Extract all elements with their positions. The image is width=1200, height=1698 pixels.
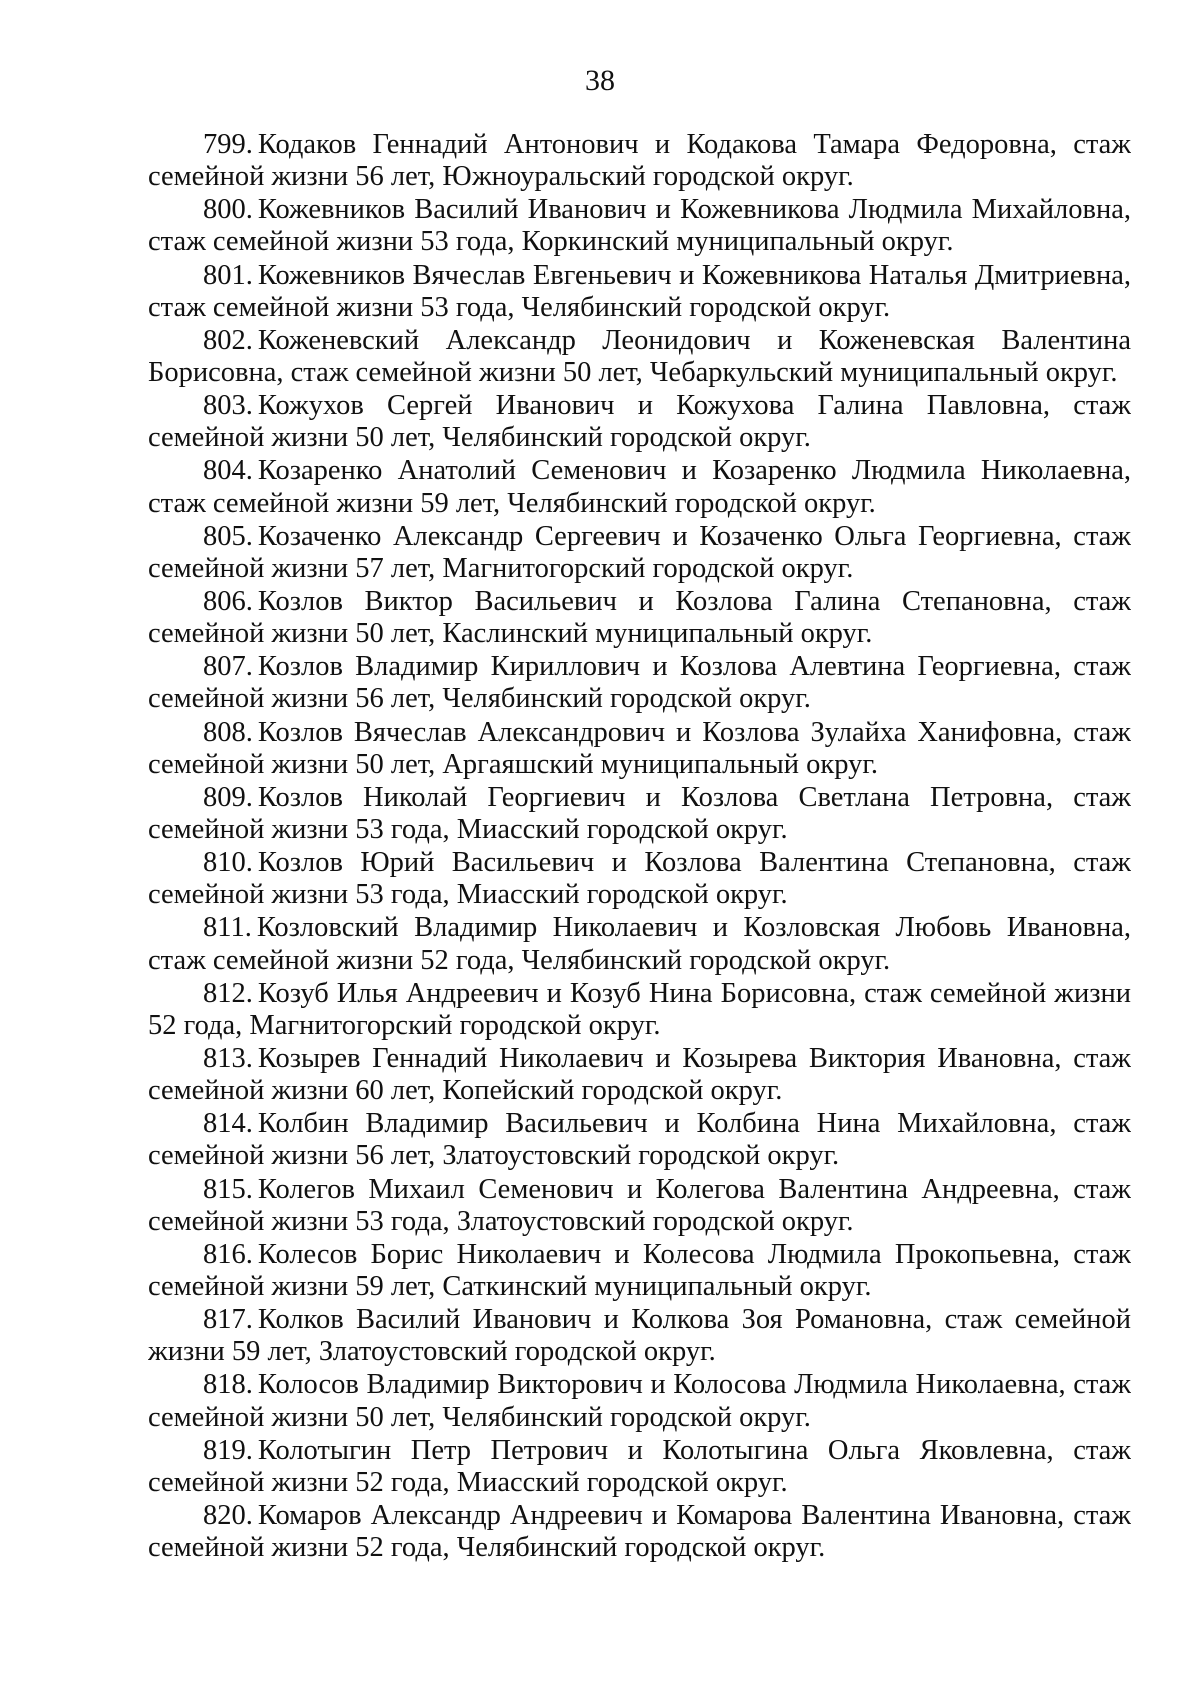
entry-text: Козуб Илья Андреевич и Козуб Нина Борисовна, стаж семейной жизни 52 года, Магнитогорский городской округ. bbox=[148, 977, 1131, 1041]
list-item bbox=[148, 455, 1131, 519]
list-item bbox=[148, 129, 1131, 193]
entry-number: 810. bbox=[203, 847, 253, 879]
entry-text: Колотыгин Петр Петрович и Колотыгина Ольга Яковлевна, стаж семейной жизни 52 года, Миасский городской округ. bbox=[148, 1434, 1131, 1498]
list-item bbox=[148, 521, 1131, 585]
entry-number: 806. bbox=[203, 585, 253, 617]
entry-text: Колегов Михаил Семенович и Колегова Валентина Андреевна, стаж семейной жизни 53 года, Златоустовский городской округ. bbox=[148, 1173, 1131, 1237]
entry-text: Козловский Владимир Николаевич и Козловская Любовь Ивановна, стаж семейной жизни 52 года, Челябинский городской округ. bbox=[148, 912, 1131, 976]
entry-number: 801. bbox=[203, 259, 253, 291]
list-item bbox=[148, 978, 1131, 1042]
list-item bbox=[148, 260, 1131, 324]
entry-number: 799. bbox=[203, 129, 253, 160]
entry-text: Кожевников Вячеслав Евгеньевич и Кожевникова Наталья Дмитриевна, стаж семейной жизни 53 года, Челябинский городской округ. bbox=[148, 259, 1131, 323]
entry-number: 814. bbox=[203, 1108, 253, 1140]
entry-text: Колбин Владимир Васильевич и Колбина Нина Михайловна, стаж семейной жизни 56 лет, Златоустовский городской округ. bbox=[148, 1108, 1131, 1172]
list-item bbox=[148, 194, 1131, 258]
list-item bbox=[148, 1239, 1131, 1303]
list-item bbox=[148, 847, 1131, 911]
entry-number: 815. bbox=[203, 1173, 253, 1205]
entry-number: 816. bbox=[203, 1238, 253, 1270]
entry-text: Козырев Геннадий Николаевич и Козырева Виктория Ивановна, стаж семейной жизни 60 лет, Копейский городской округ. bbox=[148, 1042, 1131, 1107]
entry-text: Козаченко Александр Сергеевич и Козаченко Ольга Георгиевна, стаж семейной жизни 57 лет, Магнитогорский городской округ. bbox=[148, 520, 1131, 584]
list-item bbox=[148, 586, 1131, 650]
entry-number: 817. bbox=[203, 1304, 253, 1336]
entry-text: Колесов Борис Николаевич и Колесова Людмила Прокопьевна, стаж семейной жизни 59 лет, Саткинский муниципальный округ. bbox=[148, 1238, 1131, 1302]
entry-number: 802. bbox=[203, 324, 253, 356]
entry-text: Козлов Виктор Васильевич и Козлова Галина Степановна, стаж семейной жизни 50 лет, Каслинский муниципальный округ. bbox=[148, 585, 1131, 650]
entry-text: Козлов Владимир Кириллович и Козлова Алевтина Георгиевна, стаж семейной жизни 56 лет, Челябинский городской округ. bbox=[148, 651, 1131, 715]
list-item bbox=[148, 1304, 1131, 1368]
entry-number: 818. bbox=[203, 1369, 253, 1401]
entry-number: 805. bbox=[203, 520, 253, 552]
entry-number: 804. bbox=[203, 455, 253, 487]
entry-number: 811. bbox=[203, 912, 252, 944]
entry-number: 809. bbox=[203, 781, 253, 813]
entry-number: 820. bbox=[203, 1499, 253, 1531]
entry-text: Кожухов Сергей Иванович и Кожухова Галина Павловна, стаж семейной жизни 50 лет, Челябинский городской округ. bbox=[148, 390, 1131, 454]
list-item bbox=[148, 1369, 1131, 1433]
entry-text: Кодаков Геннадий Антонович и Кодакова Тамара Федоровна, стаж семейной жизни 56 лет, Южноуральский городской округ. bbox=[148, 129, 1131, 193]
entry-text: Козлов Вячеслав Александрович и Козлова Зулайха Ханифовна, стаж семейной жизни 50 лет, Аргаяшский муниципальный округ. bbox=[148, 716, 1131, 780]
entry-list bbox=[148, 129, 1131, 1565]
entry-text: Колков Василий Иванович и Колкова Зоя Романовна, стаж семейной жизни 59 лет, Златоустовский городской округ. bbox=[148, 1304, 1131, 1368]
list-item bbox=[148, 651, 1131, 715]
entry-number: 819. bbox=[203, 1434, 253, 1466]
list-item bbox=[148, 1108, 1131, 1172]
entry-number: 812. bbox=[203, 977, 253, 1009]
list-item bbox=[148, 390, 1131, 454]
list-item bbox=[148, 782, 1131, 846]
entry-number: 803. bbox=[203, 390, 253, 422]
page-number: 38 bbox=[585, 64, 615, 97]
entry-text: Комаров Александр Андреевич и Комарова Валентина Ивановна, стаж семейной жизни 52 года, Челябинский городской округ. bbox=[148, 1499, 1131, 1564]
list-item bbox=[148, 717, 1131, 781]
list-item bbox=[148, 912, 1131, 976]
list-item bbox=[148, 325, 1131, 389]
entry-number: 800. bbox=[203, 194, 253, 226]
entry-number: 807. bbox=[203, 651, 253, 683]
list-item bbox=[148, 1043, 1131, 1107]
entry-text: Козлов Юрий Васильевич и Козлова Валентина Степановна, стаж семейной жизни 53 года, Миасский городской округ. bbox=[148, 847, 1131, 911]
list-item bbox=[148, 1174, 1131, 1238]
entry-number: 808. bbox=[203, 716, 253, 748]
entry-text: Кожевников Василий Иванович и Кожевникова Людмила Михайловна, стаж семейной жизни 53 года, Коркинский муниципальный округ. bbox=[148, 194, 1131, 258]
list-item bbox=[148, 1435, 1131, 1499]
entry-text: Козлов Николай Георгиевич и Козлова Светлана Петровна, стаж семейной жизни 53 года, Миасский городской округ. bbox=[148, 781, 1131, 846]
entry-number: 813. bbox=[203, 1042, 253, 1074]
list-item bbox=[148, 1500, 1131, 1564]
entry-text: Колосов Владимир Викторович и Колосова Людмила Николаевна, стаж семейной жизни 50 лет, Челябинский городской округ. bbox=[148, 1369, 1131, 1433]
entry-text: Козаренко Анатолий Семенович и Козаренко Людмила Николаевна, стаж семейной жизни 59 лет, Челябинский городской округ. bbox=[148, 455, 1131, 519]
entry-text: Коженевский Александр Леонидович и Коженевская Валентина Борисовна, стаж семейной жизни 50 лет, Чебаркульский муниципальный округ. bbox=[148, 324, 1131, 389]
